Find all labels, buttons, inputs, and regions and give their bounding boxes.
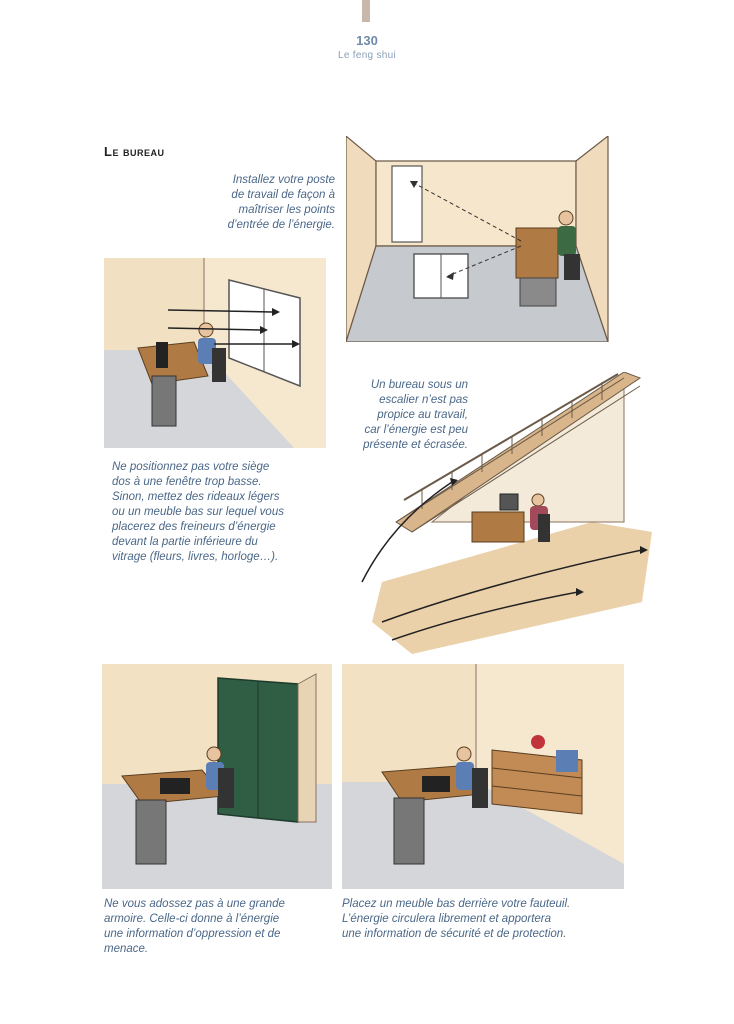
illustration-desk-under-stairs <box>352 372 652 654</box>
caption-line: placerez des freineurs d’énergie <box>112 521 276 533</box>
caption-line: ou un meuble bas sur lequel vous <box>112 506 284 518</box>
caption-line: une information d’oppression et de <box>104 928 281 940</box>
illustration-room-entry-points <box>346 136 622 342</box>
caption-line: Ne positionnez pas votre siège <box>112 461 270 473</box>
caption-line: Installez votre poste <box>232 174 335 186</box>
laptop <box>422 776 450 792</box>
caption-line: dos à une fenêtre trop basse. <box>112 476 262 488</box>
desk <box>516 228 558 306</box>
section-title: Le bureau <box>104 144 165 159</box>
caption-line: L’énergie circulera librement et apportera <box>342 913 552 925</box>
caption-line: Ne vous adossez pas à une grande <box>104 898 285 910</box>
caption-line: Un bureau sous un <box>370 379 468 391</box>
laptop <box>160 778 190 794</box>
caption-line: Sinon, mettez des rideaux légers <box>112 491 280 503</box>
caption-line: Placez un meuble bas derrière votre fauteuil. <box>342 898 571 910</box>
caption-window <box>112 460 312 565</box>
page-number: 130 <box>356 33 378 48</box>
floor-window <box>414 254 468 298</box>
running-title: Le feng shui <box>337 50 397 61</box>
page-tab-marker <box>362 0 370 22</box>
caption-low-furniture <box>342 897 622 942</box>
caption-line: vitrage (fleurs, livres, horloge…). <box>112 551 279 563</box>
caption-line: une information de sécurité et de protection. <box>342 928 567 940</box>
illustration-window-behind-desk <box>104 258 326 448</box>
flower-vase <box>531 735 545 749</box>
books <box>556 750 578 772</box>
caption-line: car l’énergie est peu <box>364 424 468 436</box>
caption-line: armoire. Celle-ci donne à l’énergie <box>104 913 280 925</box>
caption-line: de travail de façon à <box>231 189 335 201</box>
caption-line: maîtriser les points <box>238 204 335 216</box>
caption-line: menace. <box>104 943 149 955</box>
caption-line: présente et écrasée. <box>363 439 468 451</box>
caption-line: devant la partie inférieure du <box>112 536 258 548</box>
illustration-wardrobe-behind-chair <box>102 664 332 889</box>
caption-wardrobe <box>104 897 329 957</box>
caption-line: propice au travail, <box>377 409 468 421</box>
monitor <box>156 342 168 368</box>
illustration-low-furniture-behind-chair <box>342 664 624 889</box>
caption-line: d’entrée de l’énergie. <box>227 219 335 231</box>
caption-entry-points <box>190 173 335 233</box>
caption-line: escalier n’est pas <box>379 394 468 406</box>
